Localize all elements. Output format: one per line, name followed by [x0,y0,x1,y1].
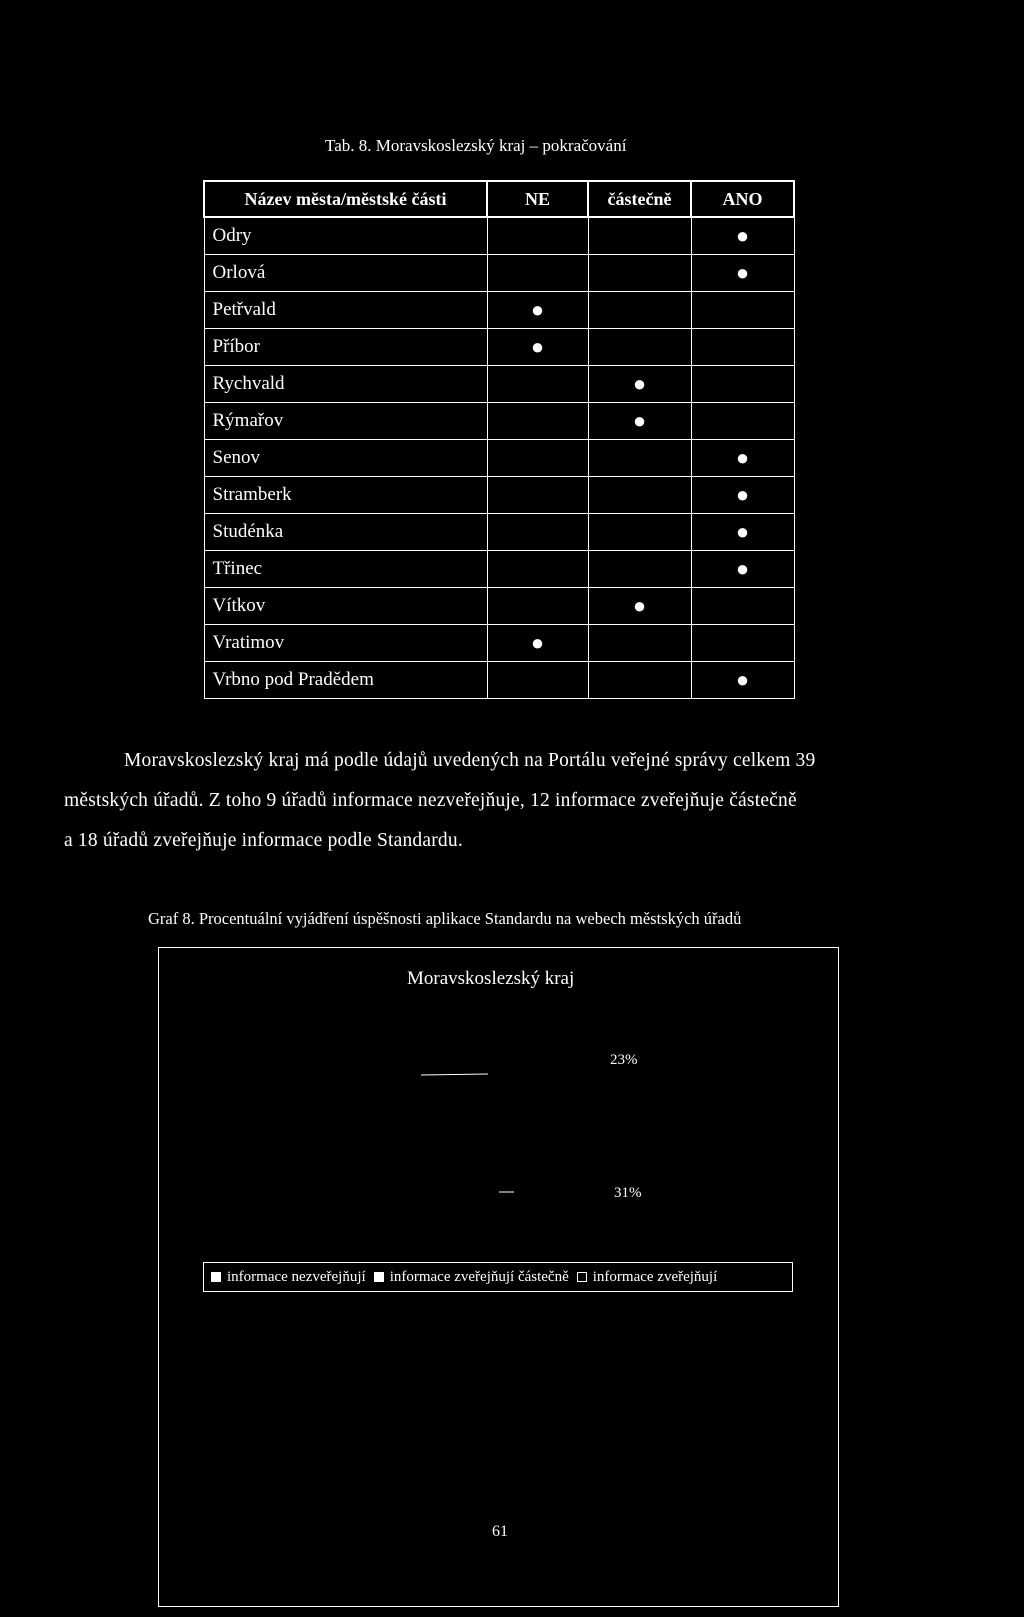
cell-castecne [588,551,691,588]
table-row [204,217,794,255]
data-label-0: 23% [610,1052,638,1068]
chart-title: Moravskoslezský kraj [407,968,575,989]
cell-ano [691,588,794,625]
cell-name: Stramberk [204,477,487,514]
cell-name: Petřvald [204,292,487,329]
cell-castecne [588,217,691,255]
cell-name: Vítkov [204,588,487,625]
table-caption: Tab. 8. Moravskoslezský kraj – pokračování [325,136,627,155]
cell-castecne [588,514,691,551]
cell-castecne: ● [588,366,691,403]
cell-castecne [588,625,691,662]
cell-ne [487,217,588,255]
cell-name: Rýmařov [204,403,487,440]
table-row [204,292,794,329]
cell-name: Senov [204,440,487,477]
legend-swatch [374,1272,384,1282]
cell-ano [691,292,794,329]
cell-ano [691,329,794,366]
legend-swatch [211,1272,221,1282]
table-row [204,625,794,662]
legend-item [577,1269,718,1286]
chart-legend [203,1262,793,1292]
cell-castecne [588,255,691,292]
cell-castecne [588,477,691,514]
table-row [204,440,794,477]
cell-castecne [588,440,691,477]
cell-ano: ● [691,551,794,588]
cell-ne [487,440,588,477]
cell-ne [487,366,588,403]
cell-ano: ● [691,662,794,699]
label-leader-line-0 [421,1074,488,1075]
paragraph-line-3: a 18 úřadů zveřejňuje informace podle Standardu. [64,830,463,851]
table-row [204,255,794,292]
header-castecne: částečně [588,181,691,217]
header-ne: NE [487,181,588,217]
legend-label: informace nezveřejňují [227,1268,366,1285]
table-row [204,366,794,403]
legend-item [211,1269,366,1286]
cell-ne [487,662,588,699]
cell-ne: ● [487,625,588,662]
table-header-row [204,181,794,217]
cell-castecne [588,329,691,366]
cell-name: Vrbno pod Pradědem [204,662,487,699]
paragraph-line-1: Moravskoslezský kraj má podle údajů uvedených na Portálu veřejné správy celkem 39 [124,750,816,771]
cell-ne: ● [487,329,588,366]
paragraph-line-2: městských úřadů. Z toho 9 úřadů informace nezveřejňuje, 12 informace zveřejňuje částečně [64,790,797,811]
cell-ano: ● [691,255,794,292]
table-row [204,588,794,625]
cell-castecne [588,662,691,699]
data-label-1: 31% [614,1185,642,1201]
cell-ano [691,366,794,403]
table-row [204,551,794,588]
table-row [204,514,794,551]
cell-ne: ● [487,292,588,329]
cell-name: Odry [204,217,487,255]
table-row [204,403,794,440]
cell-ano [691,403,794,440]
header-ano: ANO [691,181,794,217]
header-name: Název města/městské části [204,181,487,217]
cell-ne [487,477,588,514]
cell-ano: ● [691,217,794,255]
cell-ne [487,551,588,588]
cell-name: Vratimov [204,625,487,662]
page-number: 61 [492,1523,508,1540]
cell-ano: ● [691,514,794,551]
cell-castecne [588,292,691,329]
cell-name: Rychvald [204,366,487,403]
table-row [204,662,794,699]
cell-name: Orlová [204,255,487,292]
table-row [204,477,794,514]
data-table [203,180,795,699]
cell-ne [487,255,588,292]
cell-name: Příbor [204,329,487,366]
graph-caption: Graf 8. Procentuální vyjádření úspěšnosti aplikace Standardu na webech městských úřadů [148,909,742,928]
legend-label: informace zveřejňují [592,1268,718,1285]
cell-ano [691,625,794,662]
cell-ano: ● [691,440,794,477]
cell-ne [487,514,588,551]
cell-castecne: ● [588,403,691,440]
legend-item [374,1269,569,1286]
cell-ano: ● [691,477,794,514]
pie-chart [158,947,839,1257]
cell-name: Studénka [204,514,487,551]
cell-ne [487,403,588,440]
cell-name: Třinec [204,551,487,588]
legend-label: informace zveřejňují částečně [389,1268,569,1285]
cell-ne [487,588,588,625]
table-row [204,329,794,366]
cell-castecne: ● [588,588,691,625]
legend-swatch [577,1272,587,1282]
